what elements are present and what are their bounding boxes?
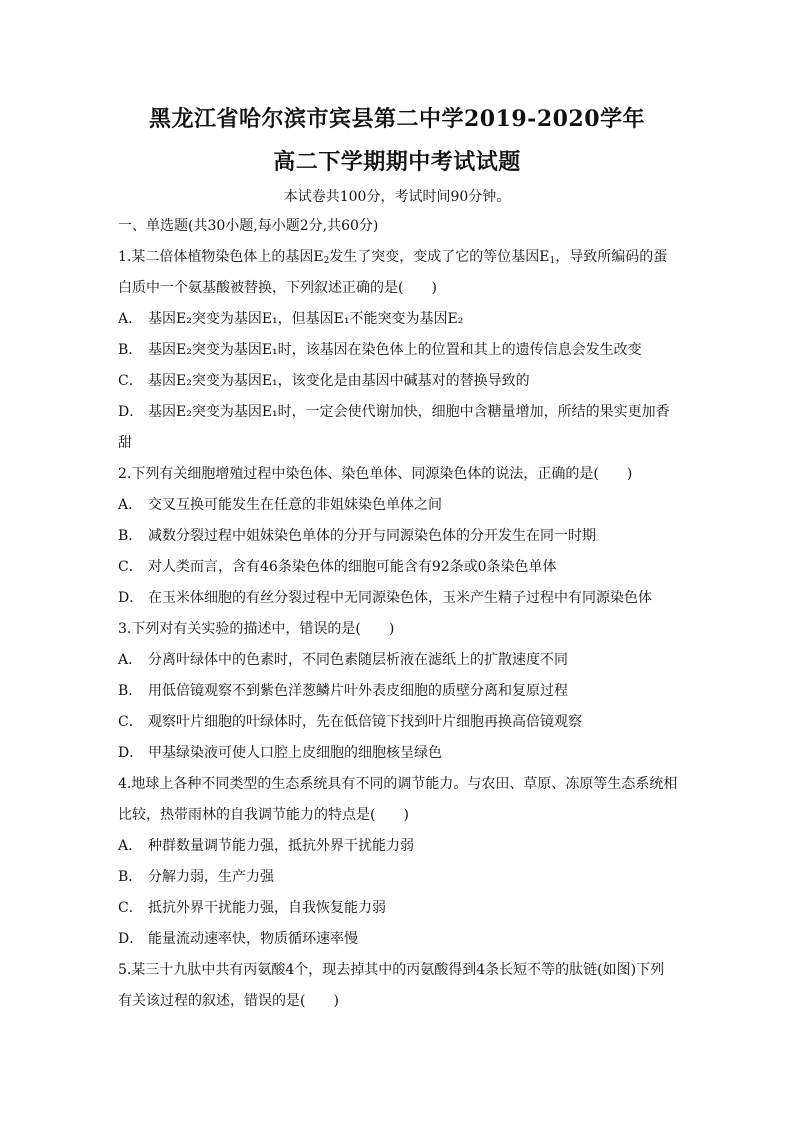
q1-option-d [118, 401, 678, 432]
q1-stem-line2: 白质中一个氨基酸被替换，下列叙述正确的是( ) [118, 280, 437, 296]
option-label: A． [118, 497, 143, 513]
q3-stem: 3.下列对有关实验的描述中，错误的是( ) [118, 621, 395, 637]
option-label: B． [118, 869, 143, 885]
option-text: 能量流动速率快，物质循环速率慢 [148, 931, 358, 947]
q4-option-c [118, 897, 678, 928]
q1-sub2: 1 [549, 256, 556, 266]
option-text: 在玉米体细胞的有丝分裂过程中无同源染色体，玉米产生精子过程中有同源染色体 [148, 590, 652, 606]
option-label: A． [118, 838, 143, 854]
q5-stem-line2: 有关该过程的叙述，错误的是( ) [118, 993, 339, 1009]
option-label: B． [118, 342, 143, 358]
q3-option-c [118, 711, 678, 742]
option-label: C． [118, 900, 143, 916]
q4-stem-line1: 4.地球上各种不同类型的生态系统具有不同的调节能力。与农田、草原、冻原等生态系统相 [118, 776, 678, 792]
q1-stem-part3: ，导致所编码的蛋 [555, 249, 668, 265]
q1-option-a [118, 308, 678, 339]
section-heading: 一、单选题(共30小题,每小题2分,共60分) [118, 218, 379, 234]
q1-sub1: 2 [323, 256, 330, 266]
option-label: C． [118, 714, 143, 730]
option-text: 甲基绿染液可使人口腔上皮细胞的细胞核呈绿色 [148, 745, 442, 761]
option-text: 分离叶绿体中的色素时，不同色素随层析液在滤纸上的扩散速度不同 [148, 652, 568, 668]
q4-option-a [118, 835, 678, 866]
option-text: 减数分裂过程中姐妹染色单体的分开与同源染色体的分开发生在同一时期 [148, 528, 596, 544]
option-label: D． [118, 590, 144, 606]
q1-option-d-cont: 甜 [118, 435, 132, 451]
option-label: B． [118, 683, 143, 699]
q2-option-a [118, 494, 678, 525]
q2-stem: 2.下列有关细胞增殖过程中染色体、染色单体、同源染色体的说法，正确的是( ) [118, 466, 633, 482]
q1-stem-part1: 1.某二倍体植物染色体上的基因E [118, 249, 324, 265]
option-text: 基因E₂突变为基因E₁时，该基因在染色体上的位置和其上的遗传信息会发生改变 [148, 342, 642, 358]
q4-stem-line2: 比较，热带雨林的自我调节能力的特点是( ) [118, 807, 409, 823]
q1-stem-line1 [118, 246, 678, 277]
question-body [118, 215, 678, 1021]
title-line2: 高二下学期期中考试试题 [273, 149, 521, 175]
option-label: D． [118, 931, 144, 947]
option-text: 基因E₂突变为基因E₁，但基因E₁不能突变为基因E₂ [148, 311, 464, 327]
option-text: 抵抗外界干扰能力强，自我恢复能力弱 [148, 900, 386, 916]
q1-stem-part2: 发生了突变，变成了它的等位基因E [329, 249, 550, 265]
option-label: B． [118, 528, 143, 544]
q4-option-d [118, 928, 678, 959]
q5-stem-line1: 5.某三十九肽中共有丙氨酸4个，现去掉其中的丙氨酸得到4条长短不等的肽链(如图)下列 [118, 962, 665, 978]
q2-option-c [118, 556, 678, 587]
option-text: 交叉互换可能发生在任意的非姐妹染色单体之间 [148, 497, 442, 513]
option-label: A． [118, 652, 143, 668]
option-text: 种群数量调节能力强，抵抗外界干扰能力弱 [148, 838, 414, 854]
exam-info: 本试卷共100分，考试时间90分钟。 [283, 189, 511, 205]
option-label: D． [118, 745, 144, 761]
option-label: C． [118, 373, 143, 389]
q1-option-b [118, 339, 678, 370]
option-label: D． [118, 404, 144, 420]
q4-option-b [118, 866, 678, 897]
title-line1: 黑龙江省哈尔滨市宾县第二中学2019-2020学年 [148, 106, 646, 132]
q3-option-d [118, 742, 678, 773]
q3-option-b [118, 680, 678, 711]
option-text: 分解力弱，生产力强 [148, 869, 274, 885]
q2-option-b [118, 525, 678, 556]
q2-option-d [118, 587, 678, 618]
option-text: 基因E₂突变为基因E₁时，一定会使代谢加快，细胞中含糖量增加，所结的果实更加香 [148, 404, 670, 420]
q1-option-c [118, 370, 678, 401]
option-text: 用低倍镜观察不到紫色洋葱鳞片叶外表皮细胞的质壁分离和复原过程 [148, 683, 568, 699]
q3-option-a [118, 649, 678, 680]
option-text: 对人类而言，含有46条染色体的细胞可能含有92条或0条染色单体 [148, 559, 557, 575]
option-label: C． [118, 559, 143, 575]
option-text: 基因E₂突变为基因E₁，该变化是由基因中碱基对的替换导致的 [148, 373, 530, 389]
option-text: 观察叶片细胞的叶绿体时，先在低倍镜下找到叶片细胞再换高倍镜观察 [148, 714, 582, 730]
option-label: A． [118, 311, 143, 327]
